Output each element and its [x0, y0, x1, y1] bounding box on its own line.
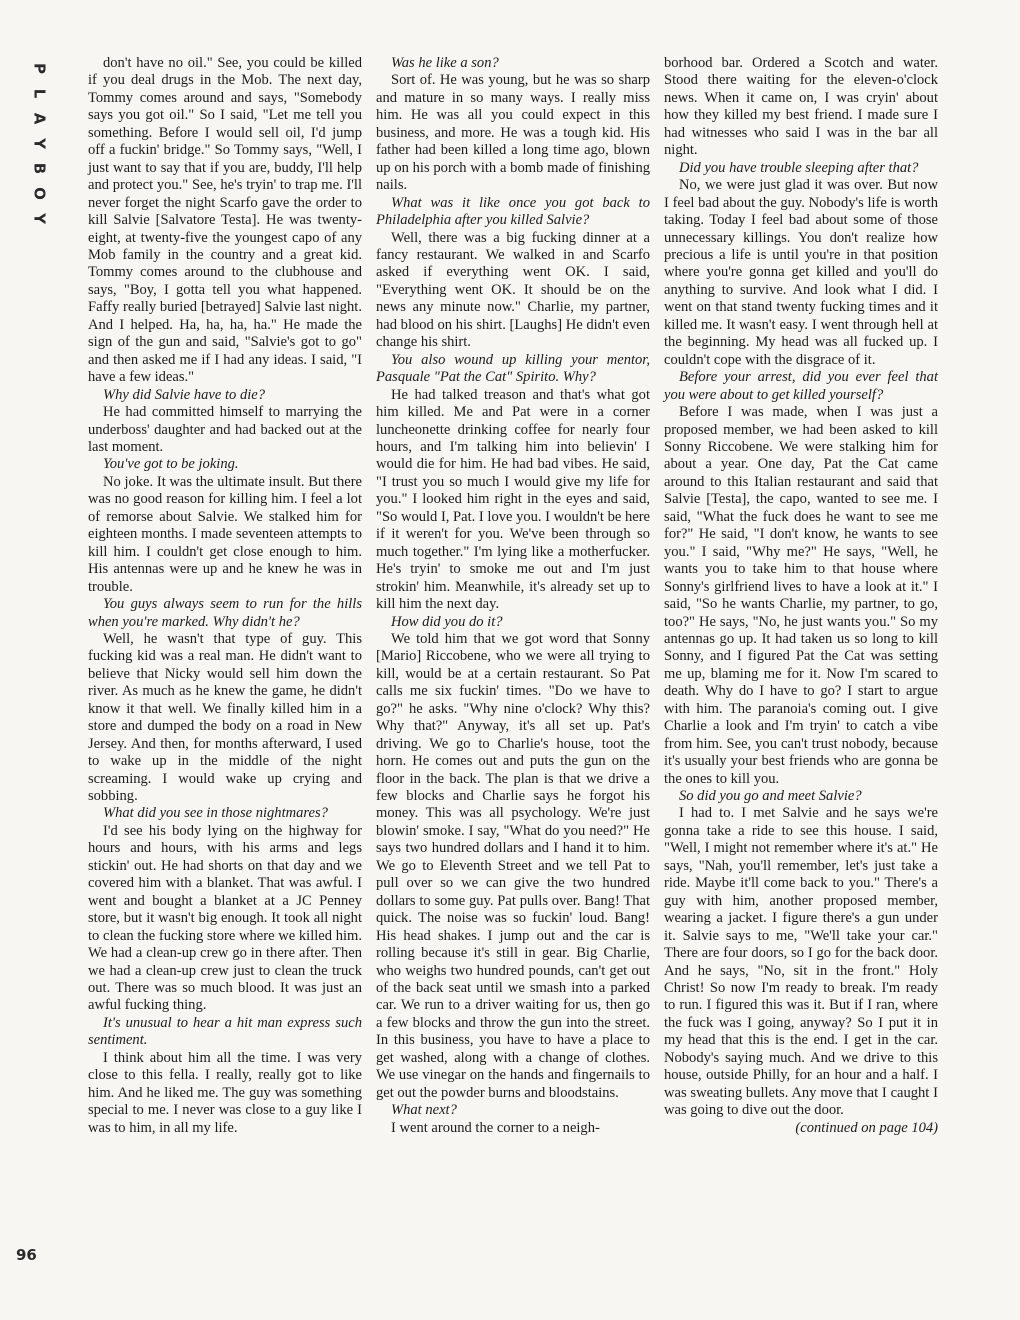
- interview-answer: He had talked treason and that's what got him killed. Me and Pat were in a corner luncheonette drinking coffee for nearly four hours, and I'm talking him into believin' I would die for him. He had bad vibes. He said, "I trust you so much I would give my life for you." I looked him right in the eyes and said, "So would I, Pat. I love you. I wouldn't be here if it weren't for you. We've been through so much together." I'm lying like a motherfucker. He's tryin' to smoke me out and I'm just strokin' him. Meanwhile, it's already set up to kill him the next day.: [376, 386, 650, 613]
- interview-answer: No joke. It was the ultimate insult. But there was no good reason for killing him. I feel a lot of remorse about Salvie. We stalked him for eighteen months. I made seventeen attempts to kill him. I couldn't get close enough to him. His antennas were up and he knew he was in trouble.: [88, 473, 362, 595]
- interview-question: Before your arrest, did you ever feel that you were about to get killed yourself?: [664, 369, 938, 403]
- interview-question: So did you go and meet Salvie?: [679, 788, 862, 805]
- interview-question: You've got to be joking.: [103, 456, 239, 473]
- brand-letter: B: [30, 162, 49, 175]
- interview-question: How did you do it?: [391, 613, 503, 630]
- brand-letter: L: [30, 88, 49, 99]
- text-column-3: [664, 55, 938, 1137]
- interview-answer: He had committed himself to marrying the underboss' daughter and had backed out at the last moment.: [88, 404, 362, 455]
- interview-answer: Before I was made, when I was just a proposed member, we had been asked to kill Sonny Riccobene. We were stalking him for about a year. One day, Pat the Cat came around to this Italian restaurant and said that Salvie [Testa], the capo, wanted to see me. I said, "What the fuck does he want to see me for?" He said, "I don't know, he wants to see you." I said, "Why me?" He says, "Well, he wants you to take him to that house where Sonny's girlfriend lives to have a look at it." I said, "So he wants Charlie, my partner, to go, too?" He says, "No, he just wants you." So my antennas go up. It had taken us so long to kill Sonny, and I figured Pat the Cat was setting me up, blaming me for it. Now I'm scared to death. Why do I have to go? I start to argue with him. The paranoia's coming out. I give Charlie a look and I'm tryin' to catch a vibe from him. See, you can't trust nobody, because it's usually your best friends who are gonna be the ones to kill you.: [664, 404, 938, 787]
- interview-question: You guys always seem to run for the hills when you're marked. Why didn't he?: [88, 596, 362, 630]
- interview-answer: I think about him all the time. I was very close to this fella. I really, really got to like him. And he liked me. The guy was something special to me. I never was close to a guy like I was to him, in all my life.: [88, 1049, 362, 1136]
- interview-question: Did you have trouble sleeping after that?: [679, 159, 919, 176]
- interview-answer: No, we were just glad it was over. But now I feel bad about the guy. Nobody's life is worth taking. Today I feel bad about some of those unnecessary killings. You don't realize how precious a life is until you're in that position where you're gonna get killed and you'll do anything to survive. And look what I did. I went on that stand twenty fucking times and it killed me. It wasn't easy. I went through hell at the beginning. My head was all fucked up. I couldn't cope with the disgrace of it.: [664, 177, 938, 368]
- interview-answer: don't have no oil." See, you could be killed if you deal drugs in the Mob. The next day, Tommy comes around and says, "Somebody says you got oil." So I said, "Let me tell you something. Before I would sell oil, I'd jump off a fuckin' bridge." So Tommy says, "Well, I just want to say that if you are, buddy, I'll help and protect you." See, he's tryin' to trap me. I'll never forget the night Scarfo gave the order to kill Salvie [Salvatore Testa]. He was twenty-eight, at twenty-five the youngest capo of any Mob family in the country and a great kid. Tommy comes around to the clubhouse and says, "Boy, I gotta tell you what happened. Faffy really buried [betrayed] Salvie last night. And I helped. Ha, ha, ha, ha." He made the sign of the gun and said, "Salvie's got to go" and then asked me if I had any ideas. I said, "I have a few ideas.": [88, 55, 362, 386]
- interview-answer: I had to. I met Salvie and he says we're gonna take a ride to see this house. I said, "Well, I might not remember where it's at." He says, "Nah, you'll remember, let's just take a ride. Maybe it'll come back to you." There's a guy with him, another proposed member, wearing a jacket. I figure there's a gun under it. Salvie says to me, "We'll take your car." There are four doors, so I go for the back door. And he says, "No, sit in the front." Holy Christ! So now I'm ready to break. I'm ready to run. I figured this was it. But if I ran, where the fuck was I going, anyway? So I put it in my head that this is the end. I get in the car. Nobody's saying much. And we drive to this house, outside Philly, for an hour and a half. I was sweating bullets. Any move that I caught I was going to dive out the door.: [664, 805, 938, 1119]
- text-column-1: [88, 55, 362, 1137]
- interview-question: What did you see in those nightmares?: [103, 805, 328, 822]
- interview-answer: Well, he wasn't that type of guy. This fucking kid was a real man. He didn't want to believe that Nicky would sell him down the river. As much as he knew the game, he didn't know it that well. We finally killed him in a store and dumped the body on a road in New Jersey. And then, for months afterward, I used to wake up in the middle of the night screaming. I would wake up crying and sobbing.: [88, 630, 362, 805]
- brand-letter: O: [30, 187, 49, 200]
- brand-letter: Y: [30, 138, 49, 149]
- interview-question: What was it like once you got back to Philadelphia after you killed Salvie?: [376, 194, 650, 229]
- page-number: 96: [16, 1246, 37, 1264]
- text-column-2: [376, 55, 650, 1137]
- interview-answer: Sort of. He was young, but he was so sharp and mature in so many ways. I really miss him. He was all you could expect in this business, and more. He was a tough kid. His father had been killed a long time ago, blown up on his porch with a bomb made of finishing nails.: [376, 72, 650, 194]
- interview-answer: Well, there was a big fucking dinner at a fancy restaurant. We walked in and Scarfo asked if everything went OK. I said, "Everything went OK. It should be on the news any minute now." Charlie, my partner, had blood on his shirt. [Laughs] He didn't even change his shirt.: [376, 229, 650, 351]
- interview-question: What next?: [391, 1102, 457, 1119]
- magazine-name-vertical: [29, 56, 49, 231]
- interview-answer: borhood bar. Ordered a Scotch and water. Stood there waiting for the eleven-o'clock news. When it came on, I was cryin' about how they killed my best friend. I made sure I had witnesses who said I was in the bar all night.: [664, 55, 938, 159]
- interview-question: Why did Salvie have to die?: [103, 386, 265, 403]
- brand-letter: Y: [30, 213, 49, 224]
- continuation-note: (continued on page 104): [795, 1119, 938, 1136]
- interview-answer: We told him that we got word that Sonny [Mario] Riccobene, who we were all trying to kill, would be at a certain restaurant. So Pat calls me six fuckin' times. "Do we have to go?" he asks. "Why nine o'clock? Why this? Why that?" Anyway, it's all set up. Pat's driving. We go to Charlie's house, toot the horn. He comes out and puts the gun on the floor in the back. The plan is that we drive a few blocks and Charlie says he forgot his money. This was all psychology. We're just blowin' smoke. I say, "What do you need?" He says two hundred dollars and I hand it to him. We go to Eleventh Street and we tell Pat to pull over so we can give the two hundred dollars to some guy. Pat pulls over. Bang! That quick. The noise was so fuckin' loud. Bang! His head shakes. I jump out and the car is rolling because it's still in gear. Big Charlie, who weighs two hundred pounds, can't get out of the back seat until we smash into a parked car. We run to a driver waiting for us, then go a few blocks and throw the gun into the street. In this business, you have to have a place to get washed, along with a change of clothes. We use vinegar on the hands and fingernails to get out the powder burns and bloodstains.: [376, 630, 650, 1101]
- brand-letter: P: [30, 63, 49, 74]
- brand-letter: A: [30, 112, 49, 125]
- interview-answer: I went around the corner to a neigh-: [391, 1119, 600, 1136]
- interview-answer: I'd see his body lying on the highway for hours and hours, with his arms and legs stickin' out. He had shorts on that day and we covered him with a blanket. That was awful. I went and bought a blanket at a JC Penney store, but it wasn't big enough. It took all night to clean the fucking store where we killed him. We had a clean-up crew go in there after. Then we had a clean-up crew just to clean the truck out. There was so much blood. It was just an awful fucking thing.: [88, 822, 362, 1014]
- interview-question: You also wound up killing your mentor, Pasquale "Pat the Cat" Spirito. Why?: [376, 351, 650, 386]
- interview-question: Was he like a son?: [391, 55, 499, 71]
- interview-question: It's unusual to hear a hit man express such sentiment.: [88, 1014, 362, 1049]
